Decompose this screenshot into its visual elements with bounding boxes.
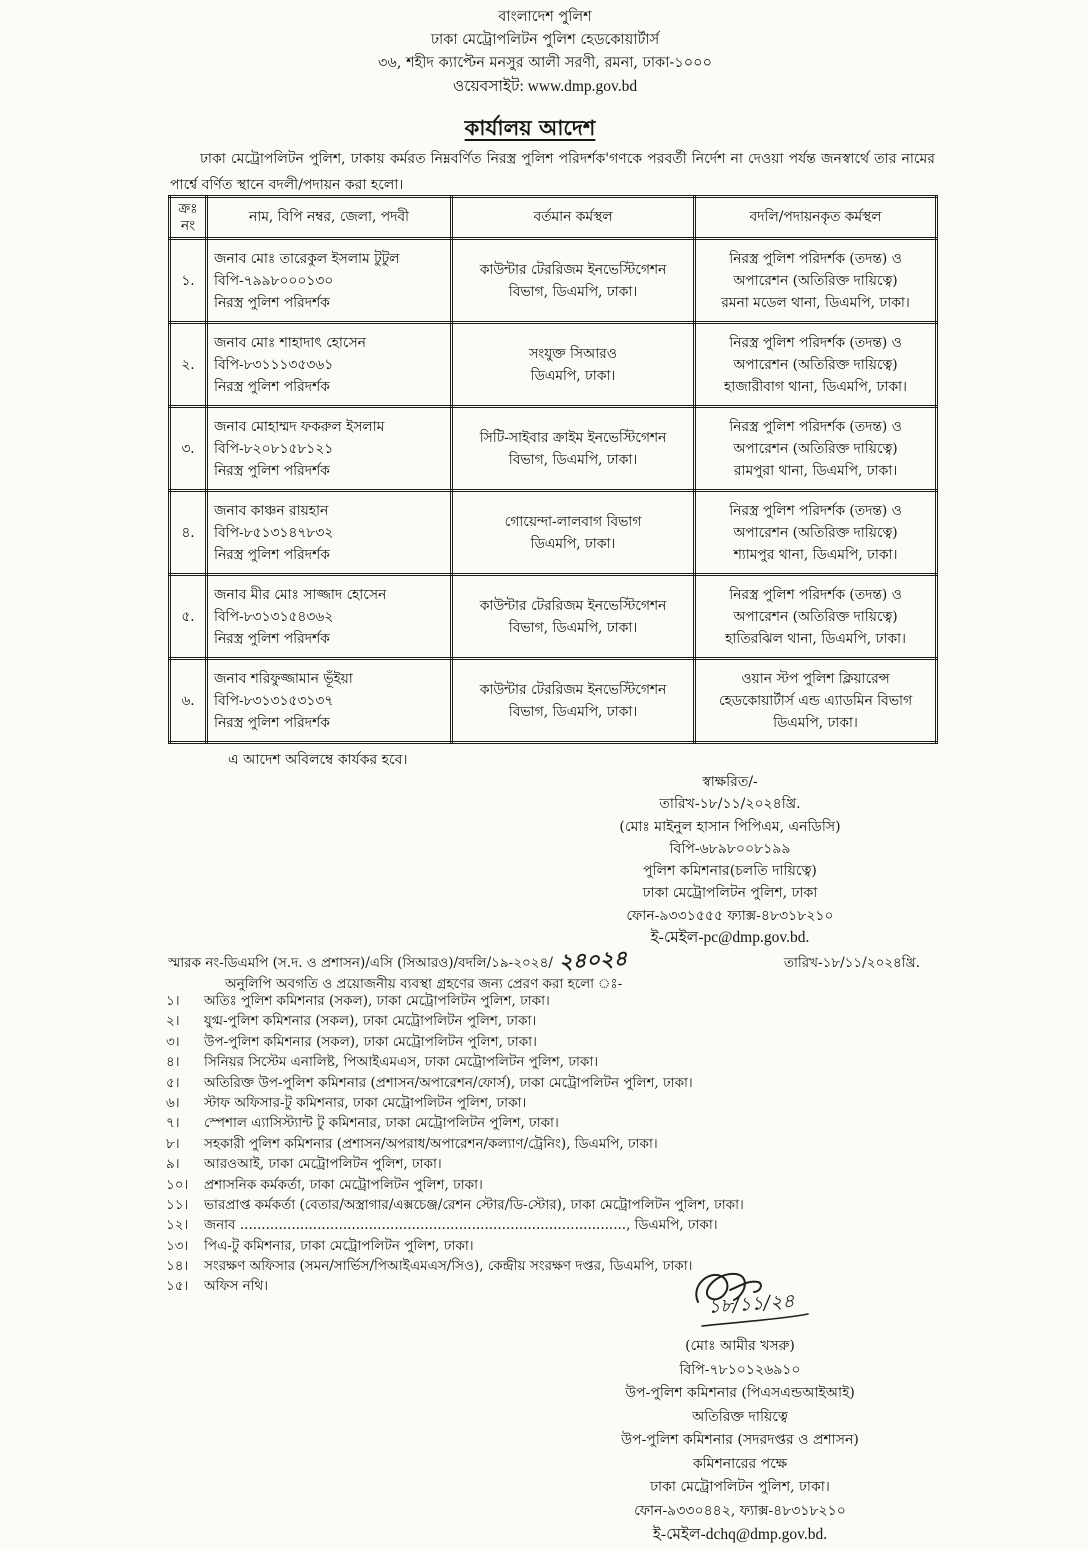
- copy-list-item: [166, 1276, 1026, 1296]
- table-header-serial-line: নং: [180, 217, 196, 234]
- current-workplace-line: কাউন্টার টেররিজম ইনভেস্টিগেশন: [479, 681, 667, 698]
- copy-item-text: অফিস নথি।: [204, 1278, 269, 1295]
- copy-item-text: উপ-পুলিশ কমিশনার (সকল), ঢাকা মেট্রোপলিটন পুলিশ, ঢাকা।: [204, 1033, 537, 1050]
- current-workplace-line: বিভাগ, ডিএমপি, ঢাকা।: [508, 703, 638, 720]
- copy-list-item: [166, 1093, 1026, 1113]
- copy-item-text: পিএ-টু কমিশনার, ঢাকা মেট্রোপলিটন পুলিশ, ঢাকা।: [204, 1237, 474, 1254]
- copy-list-item: [166, 1073, 1026, 1093]
- copy-list-item: [166, 1175, 1026, 1195]
- row-serial: ৬.: [170, 659, 207, 743]
- new-workplace-line: ওয়ান স্টপ পুলিশ ক্লিয়ারেন্স: [741, 670, 890, 687]
- current-workplace: [452, 239, 695, 323]
- current-workplace-line: সংযুক্ত সিআরও: [529, 345, 617, 362]
- effective-note: এ আদেশ অবিলম্বে কার্যকর হবে।: [228, 752, 408, 768]
- header-address: ৩৬, শহীদ ক্যাপ্টেন মনসুর আলী সরণী, রমনা, ঢাকা-১০০০: [378, 55, 712, 71]
- intro-paragraph: ঢাকা মেট্রোপলিটন পুলিশ, ঢাকায় কর্মরত নিম্নবর্ণিত নিরস্ত্র পুলিশ পরিদর্শক'গণকে পরবর্তী নির্দেশ না দেওয়া পর্যন্ত জনস্বার্থে তার নামের পার্শ্বে বর্ণিত স্থানে বদলী/পদায়ন করা হলো।: [170, 151, 935, 193]
- new-workplace-line: নিরস্ত্র পুলিশ পরিদর্শক (তদন্ত) ও: [729, 418, 902, 435]
- new-workplace-line: নিরস্ত্র পুলিশ পরিদর্শক (তদন্ত) ও: [729, 502, 902, 519]
- current-workplace-line: কাউন্টার টেররিজম ইনভেস্টিগেশন: [479, 261, 667, 278]
- copy-item-text: স্পেশাল এ্যাসিস্ট্যান্ট টু কমিশনার, ঢাকা মেট্রোপলিটন পুলিশ, ঢাকা।: [204, 1115, 559, 1132]
- copy-item-text: প্রশাসনিক কর্মকর্তা, ঢাকা মেট্রোপলিটন পুলিশ, ঢাকা।: [204, 1176, 483, 1193]
- new-workplace-line: অপারেশন (অতিরিক্ত দায়িত্বে): [733, 272, 898, 289]
- signatory-office: ঢাকা মেট্রোপলিটন পুলিশ, ঢাকা।: [650, 1479, 830, 1495]
- copy-item-text: আরওআই, ঢাকা মেট্রোপলিটন পুলিশ, ঢাকা।: [204, 1156, 442, 1173]
- current-workplace-line: বিভাগ, ডিএমপি, ঢাকা।: [508, 283, 638, 300]
- handwritten-date: ১৮/১১/২৪: [707, 1290, 796, 1319]
- table-row: [170, 491, 937, 575]
- table-header-current: বর্তমান কর্মস্থল: [452, 197, 695, 239]
- copy-item-number: ১৪।: [166, 1258, 189, 1275]
- memo-number: স্মারক নং-ডিএমপি (স.দ. ও প্রশাসন)/এসি (সিআরও)/বদলি/১৯-২০২৪/: [168, 955, 553, 971]
- copy-item-number: ১।: [166, 993, 180, 1009]
- table-header-row: [170, 197, 937, 239]
- copy-item-number: ১১।: [166, 1196, 189, 1213]
- current-workplace-line: বিভাগ, ডিএমপি, ঢাকা।: [508, 451, 638, 468]
- signatory-email: ই-মেইল-dchq@dmp.gov.bd.: [652, 1526, 828, 1543]
- copy-item-text: সংরক্ষণ অফিসার (সমন/সার্ভিস/পিআইএমএস/সিও), কেন্দ্রীয় সংরক্ষণ দপ্তর, ডিএমপি, ঢাকা।: [204, 1258, 693, 1275]
- copy-list-item: [166, 1134, 1026, 1154]
- officer-name: জনাব মোহাম্মদ ফকরুল ইসলাম: [214, 418, 385, 435]
- header-hq: ঢাকা মেট্রোপলিটন পুলিশ হেডকোয়ার্টার্স: [430, 32, 660, 48]
- header-website: ওয়েবসাইট: www.dmp.gov.bd: [452, 78, 638, 95]
- officer-bp: বিপি-৭৯৯৮০০০১৩০: [214, 272, 334, 289]
- officer-designation: নিরস্ত্র পুলিশ পরিদর্শক: [214, 714, 330, 731]
- current-workplace-line: ডিএমপি, ঢাকা।: [530, 535, 616, 552]
- new-workplace: [695, 407, 937, 491]
- new-workplace-line: অপারেশন (অতিরিক্ত দায়িত্বে): [733, 608, 898, 625]
- officer-cell: [207, 491, 452, 575]
- table-row: [170, 407, 937, 491]
- officer-designation: নিরস্ত্র পুলিশ পরিদর্শক: [214, 462, 330, 479]
- copy-item-text: জনাব .........................................................................................., ডিএমপি, ঢাকা।: [204, 1217, 718, 1234]
- new-workplace-line: ডিএমপি, ঢাকা।: [773, 714, 858, 731]
- officer-designation: নিরস্ত্র পুলিশ পরিদর্শক: [214, 546, 330, 563]
- new-workplace: [695, 323, 937, 407]
- copy-list-item: [166, 1154, 1026, 1174]
- signatory-designation: উপ-পুলিশ কমিশনার (পিএসএন্ডআইআই): [625, 1385, 855, 1401]
- copy-item-text: যুগ্ম-পুলিশ কমিশনার (সকল), ঢাকা মেট্রোপলিটন পুলিশ, ঢাকা।: [204, 1013, 537, 1030]
- new-workplace-line: অপারেশন (অতিরিক্ত দায়িত্বে): [733, 440, 898, 457]
- new-workplace-line: নিরস্ত্র পুলিশ পরিদর্শক (তদন্ত) ও: [729, 334, 902, 351]
- officer-cell: [207, 323, 452, 407]
- signature-block-deputy: [540, 1335, 940, 1547]
- copy-item-number: ১০।: [166, 1176, 189, 1193]
- officer-cell: [207, 575, 452, 659]
- copy-list-item: [166, 1032, 1026, 1052]
- current-workplace: [452, 491, 695, 575]
- copy-list-item: [166, 1113, 1026, 1133]
- copy-item-number: ১২।: [166, 1217, 189, 1234]
- new-workplace: [695, 575, 937, 659]
- signatory-phone-fax: ফোন-৯৩৩০৪৪২, ফ্যাক্স-৪৮৩১৮২১০: [634, 1502, 846, 1519]
- current-workplace-line: ডিএমপি, ঢাকা।: [530, 367, 616, 384]
- current-workplace: [452, 323, 695, 407]
- table-header-name: নাম, বিপি নম্বর, জেলা, পদবী: [207, 197, 452, 239]
- copy-item-number: ৮।: [166, 1135, 180, 1152]
- copy-item-number: ১৩।: [166, 1237, 189, 1254]
- row-serial: ১.: [170, 239, 207, 323]
- copy-item-number: ৯।: [166, 1156, 180, 1173]
- new-workplace-line: নিরস্ত্র পুলিশ পরিদর্শক (তদন্ত) ও: [729, 250, 902, 267]
- row-serial: ২.: [170, 323, 207, 407]
- copy-item-number: ১৫।: [166, 1278, 189, 1295]
- signatory-name: (মোঃ মাইনুল হাসান পিপিএম, এনডিসি): [619, 818, 841, 835]
- page-title: কার্যালয় আদেশ: [464, 115, 596, 140]
- new-workplace-line: অপারেশন (অতিরিক্ত দায়িত্বে): [733, 356, 898, 373]
- new-workplace-line: অপারেশন (অতিরিক্ত দায়িত্বে): [733, 524, 898, 541]
- signatory-bp: বিপি-৭৮১০১২৬৯১০: [679, 1361, 801, 1378]
- copy-item-text: সহকারী পুলিশ কমিশনার (প্রশাসন/অপরাধ/অপারেশন/কল্যাণ/ট্রেনিং), ডিএমপি, ঢাকা।: [204, 1135, 658, 1152]
- table-row: [170, 575, 937, 659]
- copy-item-text: স্টাফ অফিসার-টু কমিশনার, ঢাকা মেট্রোপলিটন পুলিশ, ঢাকা।: [204, 1094, 527, 1111]
- copy-item-text: সিনিয়র সিস্টেম এনালিষ্ট, পিআইএমএস, ঢাকা মেট্রোপলিটন পুলিশ, ঢাকা।: [204, 1054, 599, 1071]
- copy-item-text: ভারপ্রাপ্ত কর্মকর্তা (বেতার/অস্ত্রাগার/এক্সচেঞ্জ/রেশন স্টোর/ডি-স্টোর), ঢাকা মেট্রোপলিটন পুলিশ, ঢাকা।: [204, 1196, 744, 1213]
- header-org: বাংলাদেশ পুলিশ: [498, 9, 592, 25]
- current-workplace: [452, 407, 695, 491]
- officer-designation: নিরস্ত্র পুলিশ পরিদর্শক: [214, 294, 330, 311]
- officer-cell: [207, 407, 452, 491]
- copy-item-number: ২।: [166, 1013, 180, 1030]
- signatory-bp: বিপি-৬৮৯৮০০৮১৯৯: [669, 840, 791, 857]
- copy-item-number: ৪।: [166, 1054, 180, 1071]
- new-workplace-line: নিরস্ত্র পুলিশ পরিদর্শক (তদন্ত) ও: [729, 586, 902, 603]
- signed-label: স্বাক্ষরিত/-: [702, 774, 758, 790]
- current-workplace: [452, 659, 695, 743]
- new-workplace-line: রামপুরা থানা, ডিএমপি, ঢাকা।: [733, 462, 898, 479]
- copy-item-number: ৫।: [166, 1074, 180, 1091]
- officer-designation: নিরস্ত্র পুলিশ পরিদর্শক: [214, 630, 330, 647]
- new-workplace: [695, 491, 937, 575]
- officer-bp: বিপি-৮৩১১১৩৫৩৬১: [214, 356, 334, 373]
- copy-list: [166, 991, 1026, 1297]
- officer-designation: নিরস্ত্র পুলিশ পরিদর্শক: [214, 378, 330, 395]
- memo-date: তারিখ-১৮/১১/২০২৪খ্রি.: [783, 955, 920, 971]
- new-workplace: [695, 239, 937, 323]
- table-header-serial-line: ক্রঃ: [178, 200, 198, 217]
- current-workplace-line: সিটি-সাইবার ক্রাইম ইনভেস্টিগেশন: [479, 429, 667, 446]
- copy-item-number: ৩।: [166, 1033, 180, 1050]
- officer-cell: [207, 659, 452, 743]
- memo-handwritten-number: ২৪০২৪: [558, 945, 628, 974]
- copy-item-number: ৬।: [166, 1094, 180, 1111]
- copy-note: অনুলিপি অবগতি ও প্রয়োজনীয় ব্যবস্থা গ্রহণের জন্য প্রেরণ করা হলো ঃ-: [225, 976, 623, 992]
- table-header-new: বদলি/পদায়নকৃত কর্মস্থল: [695, 197, 937, 239]
- table-header-serial: [170, 197, 207, 239]
- new-workplace-line: শ্যামপুর থানা, ডিএমপি, ঢাকা।: [733, 546, 898, 563]
- signatory-additional-charge: অতিরিক্ত দায়িত্বে: [692, 1408, 788, 1425]
- copy-list-item: [166, 1236, 1026, 1256]
- signatory-on-behalf: কমিশনারের পক্ষে: [692, 1455, 788, 1472]
- officer-name: জনাব কাঞ্চন রায়হান: [214, 502, 329, 519]
- officer-name: জনাব শরিফুজ্জামান ভূঁইয়া: [214, 670, 353, 687]
- signature-block-commissioner: [530, 771, 930, 949]
- signatory-email: ই-মেইল-pc@dmp.gov.bd.: [650, 929, 810, 947]
- officer-name: জনাব মীর মোঃ সাজ্জাদ হোসেন: [214, 586, 387, 603]
- table-row: [170, 239, 937, 323]
- current-workplace: [452, 575, 695, 659]
- row-serial: ৫.: [170, 575, 207, 659]
- signatory-designation-2: উপ-পুলিশ কমিশনার (সদরদপ্তর ও প্রশাসন): [621, 1432, 859, 1448]
- current-workplace-line: গোয়েন্দা-লালবাগ বিভাগ: [504, 513, 642, 530]
- officer-cell: [207, 239, 452, 323]
- officer-bp: বিপি-৮২০৮১৫৮১২১: [214, 440, 334, 457]
- memo-line: [168, 945, 920, 975]
- new-workplace-line: হাতিরঝিল থানা, ডিএমপি, ঢাকা।: [725, 630, 906, 647]
- transfer-table: [168, 195, 938, 744]
- officer-bp: বিপি-৮৫১৩১৪৭৮৩২: [214, 524, 334, 541]
- officer-bp: বিপি-৮৩১৩১৫৪৩৬২: [214, 608, 334, 625]
- letterhead: [2, 6, 1088, 98]
- officer-name: জনাব মোঃ তারেকুল ইসলাম টুটুল: [214, 250, 400, 267]
- copy-list-item: [166, 1256, 1026, 1276]
- copy-list-item: [166, 1195, 1026, 1215]
- new-workplace: [695, 659, 937, 743]
- officer-bp: বিপি-৮৩১৩১৫৩১৩৭: [214, 692, 334, 709]
- new-workplace-line: হেডকোয়ার্টার্স এন্ড এ্যাডমিন বিভাগ: [718, 692, 913, 709]
- copy-list-item: [166, 991, 1026, 1011]
- table-row: [170, 659, 937, 743]
- signatory-office: ঢাকা মেট্রোপলিটন পুলিশ, ঢাকা: [642, 885, 818, 902]
- signature-date: তারিখ-১৮/১১/২০২৪খ্রি.: [659, 796, 801, 813]
- signatory-name: (মোঃ আমীর খসরু): [685, 1338, 795, 1354]
- copy-item-text: অতিঃ পুলিশ কমিশনার (সকল), ঢাকা মেট্রোপলিটন পুলিশ, ঢাকা।: [204, 993, 550, 1009]
- new-workplace-line: হাজারীবাগ থানা, ডিএমপি, ঢাকা।: [724, 378, 907, 395]
- current-workplace-line: বিভাগ, ডিএমপি, ঢাকা।: [508, 619, 638, 636]
- signatory-designation: পুলিশ কমিশনার(চলতি দায়িত্বে): [643, 863, 817, 880]
- new-workplace-line: রমনা মডেল থানা, ডিএমপি, ঢাকা।: [721, 294, 910, 311]
- row-serial: ৩.: [170, 407, 207, 491]
- copy-item-number: ৭।: [166, 1115, 180, 1132]
- copy-item-text: অতিরিক্ত উপ-পুলিশ কমিশনার (প্রশাসন/অপারেশন/ফোর্স), ঢাকা মেট্রোপলিটন পুলিশ, ঢাকা।: [204, 1074, 693, 1091]
- copy-list-item: [166, 1052, 1026, 1072]
- row-serial: ৪.: [170, 491, 207, 575]
- signatory-phone-fax: ফোন-৯৩৩১৫৫৫ ফ্যাক্স-৪৮৩১৮২১০: [626, 907, 834, 924]
- current-workplace-line: কাউন্টার টেররিজম ইনভেস্টিগেশন: [479, 597, 667, 614]
- copy-list-item: [166, 1011, 1026, 1031]
- officer-name: জনাব মোঃ শাহাদাৎ হোসেন: [214, 334, 366, 351]
- table-row: [170, 323, 937, 407]
- copy-list-item: [166, 1215, 1026, 1235]
